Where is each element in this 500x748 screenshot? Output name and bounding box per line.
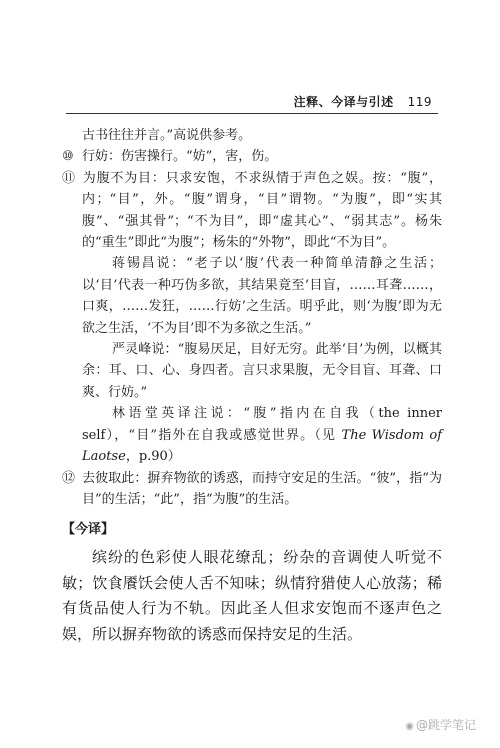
section-title: 注释、今译与引述	[293, 95, 394, 109]
camera-icon: ◉	[405, 721, 414, 732]
watermark-text: @跳学笔记	[415, 718, 476, 732]
quote-text: 林语堂英译注说：“腹”指内在自我（the inner self），“目”指外在自我或感觉世界。（见	[82, 406, 442, 443]
note-number: ⑩	[62, 149, 74, 165]
watermark	[405, 716, 476, 733]
translation-label: 【今译】	[62, 522, 115, 537]
page-number: 119	[407, 95, 432, 109]
note-10	[62, 146, 442, 167]
translation-text: 缤纷的色彩使人眼花缭乱；纷杂的音调使人听觉不敏；饮食餍饫会使人舌不知味；纵情狩猎使人心放荡；稀有货品使人行为不轨。因此圣人但求安饱而不逐声色之娱，所以摒弃物欲的诱惑而保持安足的生活。	[62, 548, 442, 643]
note-text: 行妨：伤害操行。“妨”，害，伤。	[82, 149, 278, 165]
header-rule	[66, 113, 438, 114]
note-number: ⑫	[62, 470, 76, 486]
quote-lin-yutang	[62, 403, 442, 467]
running-header	[294, 93, 432, 110]
note-continuation: 古书往往并言。”高说供参考。	[82, 128, 252, 143]
quote-yan-lingfeng: 严灵峰说：“腹易厌足，目好无穷。此举‘目’为例，以概其余：耳、口、心、身四者。言只求果腹，无令目盲、耳聋、口爽、行妨。”	[82, 342, 442, 400]
notes-section	[62, 125, 442, 510]
note-number: ⑪	[62, 170, 76, 186]
quote-jiang-xichang: 蒋锡昌说：“老子以‘腹’代表一种简单清静之生活；以‘目’代表一种巧伪多欲，其结果竟至‘目盲，……耳聋……，口爽，……发狂，……行妨’之生活。明乎此，则‘为腹’即为无欲之生活，‘不为目’即不为多欲之生活。”	[82, 256, 442, 336]
book-title: The Wisdom of Laotse	[82, 427, 443, 465]
note-12	[62, 468, 442, 511]
note-text: 为腹不为目：只求安饱，不求纵情于声色之娱。按：“腹”，内；“目”，外。“腹”谓身，“目”谓物。“为腹”，即“实其腹”、“强其骨”；“不为目”，即“虚其心”、“弱其志”。杨朱的“重生”即此“为腹”；杨朱的“外物”，即此“不为目”。	[82, 170, 442, 251]
quote-text: ，p.90）	[125, 449, 181, 465]
note-text: 去彼取此：摒弃物欲的诱惑，而持守安足的生活。“彼”，指“为目”的生活；“此”，指“为腹”的生活。	[82, 470, 442, 507]
note-11	[62, 168, 442, 254]
